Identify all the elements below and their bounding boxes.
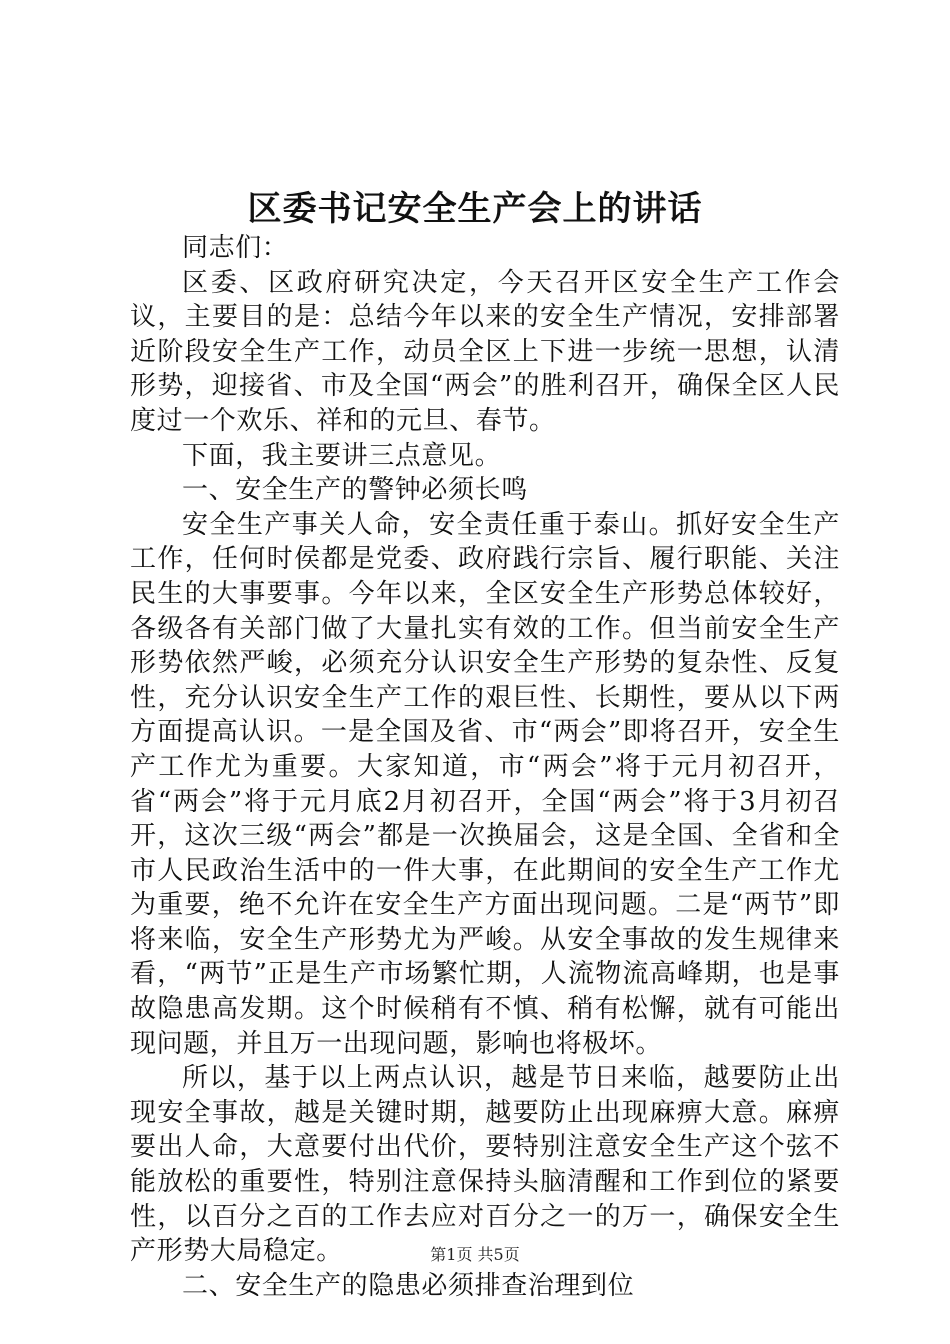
page-number-footer: 第1页 共5页 <box>430 1245 520 1264</box>
paragraph-salutation: 同志们： <box>182 233 289 263</box>
paragraph-section-1-conclusion: 所以，基于以上两点认识，越是节日来临，越要防止出现安全事故，越是关键时期，越要防止出现麻痹大意。麻痹要出人命，大意要付出代价，要特别注意安全生产这个弦不能放松的重要性，特别注意保持头脑清醒和工作到位的紧要性，以百分之百的工作去应对百分之一的万一，确保安全生产形势大局稳定。 <box>130 1063 840 1267</box>
section-heading-1: 一、安全生产的警钟必须长鸣 <box>182 475 528 506</box>
document-body <box>130 231 840 1303</box>
section-heading-2: 二、安全生产的隐患必须排查治理到位 <box>182 1270 635 1301</box>
paragraph-intro: 区委、区政府研究决定，今天召开区安全生产工作会议，主要目的是：总结今年以来的安全生产情况，安排部署近阶段安全生产工作，动员全区上下进一步统一思想，认清形势，迎接省、市及全国“两会”的胜利召开，确保全区人民度过一个欢乐、祥和的元旦、春节。 <box>130 267 840 436</box>
paragraph-section-1-body: 安全生产事关人命，安全责任重于泰山。抓好安全生产工作，任何时侯都是党委、政府践行宗旨、履行职能、关注民生的大事要事。今年以来，全区安全生产形势总体较好，各级各有关部门做了大量扎实有效的工作。但当前安全生产形势依然严峻，必须充分认识安全生产形势的复杂性、反复性，充分认识安全生产工作的艰巨性、长期性，要从以下两方面提高认识。一是全国及省、市“两会”即将召开，安全生产工作尤为重要。大家知道，市“两会”将于元月初召开，省“两会”将于元月底2月初召开，全国“两会”将于3月初召开，这次三级“两会”都是一次换届会，这是全国、全省和全市人民政治生活中的一件大事，在此期间的安全生产工作尤为重要，绝不允许在安全生产方面出现问题。二是“两节”即将来临，安全生产形势尤为严峻。从安全事故的发生规律来看，“两节”正是生产市场繁忙期，人流物流高峰期，也是事故隐患高发期。这个时候稍有不慎、稍有松懈，就有可能出现问题，并且万一出现问题，影响也将极坏。 <box>130 509 840 1059</box>
document-title: 区委书记安全生产会上的讲话 <box>247 189 703 229</box>
paragraph-outline: 下面，我主要讲三点意见。 <box>182 440 502 471</box>
